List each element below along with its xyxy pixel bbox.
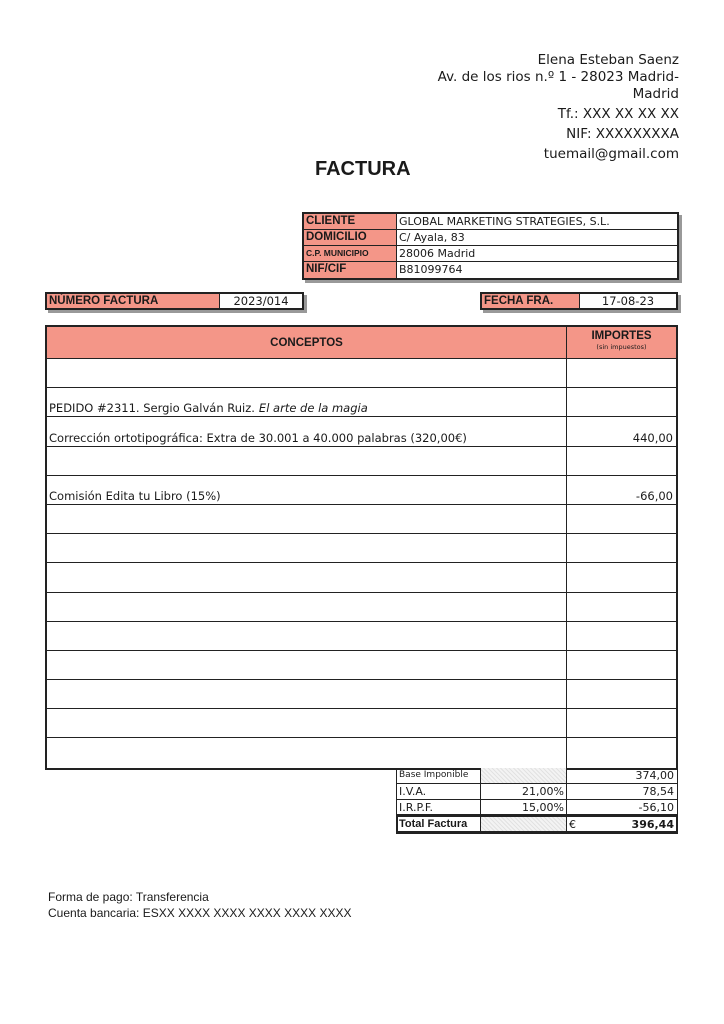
concept-cell <box>47 417 567 445</box>
base-rate <box>481 768 567 783</box>
sender-block <box>379 52 679 163</box>
client-row <box>304 246 677 262</box>
totals-row-total <box>397 816 677 832</box>
iva-rate: 21,00% <box>481 784 567 799</box>
client-label: CLIENTE <box>304 214 397 229</box>
concept-cell <box>47 651 567 679</box>
sender-nif: NIF: XXXXXXXXA <box>566 126 679 142</box>
client-value: C/ Ayala, 83 <box>399 231 465 244</box>
concept-text: PEDIDO #2311. Sergio Galván Ruiz. <box>49 401 255 416</box>
sender-email: tuemail@gmail.com <box>543 146 679 162</box>
amounts-header <box>567 327 676 358</box>
irpf-amount-cell <box>567 800 677 815</box>
concept-amount <box>567 447 676 475</box>
concept-row <box>47 505 676 534</box>
payment-method: Forma de pago: Transferencia <box>48 890 209 904</box>
concept-amount <box>567 534 676 562</box>
totals-row-iva <box>397 784 677 800</box>
total-value: 396,44 <box>631 818 674 831</box>
total-rate <box>481 817 567 831</box>
concept-row <box>47 622 676 651</box>
concepts-table <box>45 325 678 770</box>
invoice-number-box <box>45 292 304 310</box>
irpf-label: I.R.P.F. <box>397 800 481 815</box>
irpf-rate: 15,00% <box>481 800 567 815</box>
iva-label: I.V.A. <box>397 784 481 799</box>
sender-address-line2: Madrid <box>632 86 679 102</box>
concept-row <box>47 651 676 680</box>
concept-amount <box>567 680 676 708</box>
concept-amount <box>567 563 676 591</box>
concept-amount <box>567 505 676 533</box>
irpf-value: -56,10 <box>638 801 674 814</box>
concept-row <box>47 534 676 563</box>
client-value: 28006 Madrid <box>399 247 476 260</box>
concept-amount: 440,00 <box>632 430 673 445</box>
invoice-number-label: NÚMERO FACTURA <box>47 294 220 308</box>
total-amount-cell <box>567 817 677 831</box>
sender-name: Elena Esteban Saenz <box>537 52 679 68</box>
sender-phone: Tf.: XXX XX XX XX <box>557 106 679 122</box>
concept-cell <box>47 447 567 475</box>
concept-cell <box>47 505 567 533</box>
client-label: C.P. MUNICIPIO <box>304 246 397 261</box>
iva-amount-cell <box>567 784 677 799</box>
invoice-title: FACTURA <box>315 158 411 180</box>
iva-value: 78,54 <box>642 785 674 798</box>
concept-cell <box>47 709 567 737</box>
concept-cell <box>47 563 567 591</box>
concept-row <box>47 593 676 622</box>
client-row <box>304 230 677 246</box>
concepts-header <box>47 327 676 359</box>
amounts-header-label: IMPORTES <box>591 330 652 342</box>
concept-amount <box>567 738 676 767</box>
concept-row <box>47 476 676 505</box>
amounts-header-sub: (sin impuestos) <box>596 343 647 351</box>
concept-row <box>47 738 676 767</box>
concept-cell <box>47 476 567 504</box>
concept-cell <box>47 359 567 387</box>
totals-row-base <box>397 768 677 784</box>
bank-account: Cuenta bancaria: ESXX XXXX XXXX XXXX XXXX XXXX <box>48 906 352 920</box>
invoice-date-box <box>480 292 678 310</box>
concept-cell <box>47 680 567 708</box>
payment-info <box>48 889 352 921</box>
concepts-header-label: CONCEPTOS <box>47 327 567 358</box>
concept-amount <box>567 651 676 679</box>
totals-table <box>396 768 678 833</box>
concept-cell <box>47 534 567 562</box>
concept-cell <box>47 622 567 650</box>
client-label: DOMICILIO <box>304 230 397 245</box>
base-value: 374,00 <box>635 769 674 782</box>
concept-row <box>47 359 676 388</box>
sender-address-line1: Av. de los rios n.º 1 - 28023 Madrid- <box>437 69 679 85</box>
client-row <box>304 214 677 230</box>
concept-amount <box>567 622 676 650</box>
concept-amount <box>567 388 676 416</box>
concept-cell <box>47 388 567 416</box>
client-box <box>302 212 679 280</box>
concept-title-italic: El arte de la magia <box>258 401 368 416</box>
base-label: Base Imponible <box>397 768 481 783</box>
concept-row <box>47 388 676 417</box>
currency-symbol: € <box>569 818 576 831</box>
invoice-date-label: FECHA FRA. <box>482 294 580 308</box>
concept-row <box>47 563 676 592</box>
concept-text: Corrección ortotipográfica: Extra de 30.001 a 40.000 palabras (320,00€) <box>49 430 467 445</box>
total-label: Total Factura <box>397 817 481 831</box>
totals-row-irpf <box>397 800 677 816</box>
invoice-date-value: 17-08-23 <box>601 294 655 308</box>
concept-amount <box>567 359 676 387</box>
client-value: GLOBAL MARKETING STRATEGIES, S.L. <box>399 215 610 228</box>
concept-amount <box>567 593 676 621</box>
concept-text: Comisión Edita tu Libro (15%) <box>49 488 221 503</box>
concept-amount: -66,00 <box>635 488 673 503</box>
base-amount-cell <box>567 768 677 783</box>
concept-row <box>47 447 676 476</box>
concept-row <box>47 417 676 446</box>
client-label: NIF/CIF <box>304 262 397 278</box>
client-row <box>304 262 677 278</box>
concept-row <box>47 680 676 709</box>
invoice-number-value: 2023/014 <box>233 294 289 308</box>
concept-cell <box>47 593 567 621</box>
concept-cell <box>47 738 567 767</box>
client-value: B81099764 <box>399 263 463 276</box>
concept-amount <box>567 709 676 737</box>
concept-row <box>47 709 676 738</box>
